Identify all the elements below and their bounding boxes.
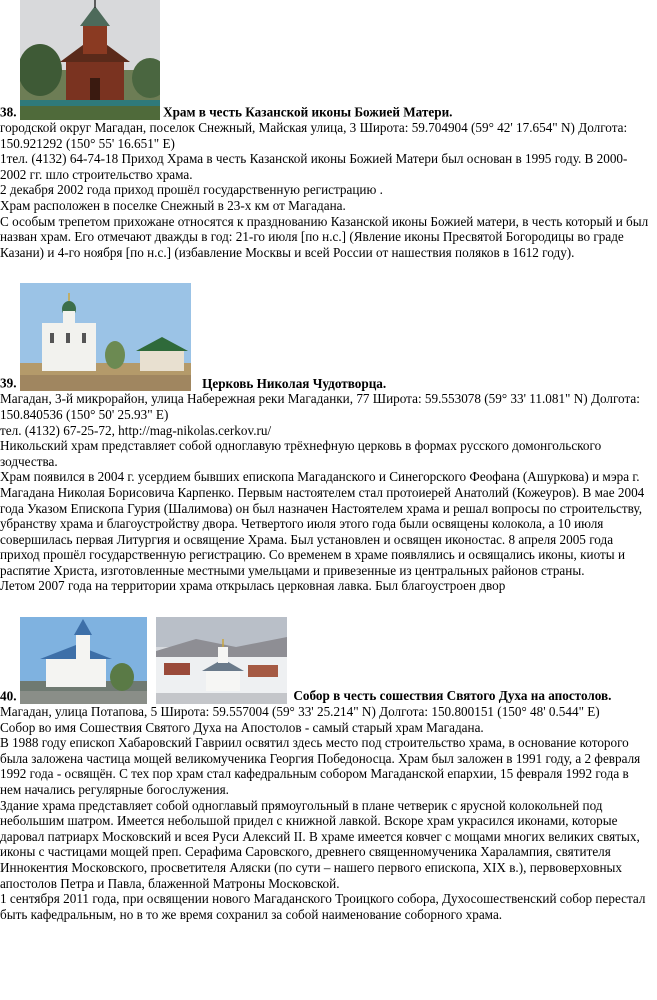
entry-number: 39.: [0, 375, 17, 391]
entry-title: Церковь Николая Чудотворца.: [202, 375, 387, 391]
paragraph: Летом 2007 года на территории храма открылась церковная лавка. Был благоустроен двор: [0, 578, 506, 594]
entry-39-heading: [0, 283, 649, 391]
paragraph: В 1988 году епископ Хабаровский Гавриил освятил здесь место под строительство храма, в основание которого была заложена частица мощей великомученика Георгия Победоносца. Храм был заложен в 1991 году, а 2 февраля 1992 года - освящён. С тех пор храм стал кафедральным собором Магаданской епархии, 15 февраля 1992 года в нем начались регулярные богослужения.: [0, 735, 641, 798]
paragraph: Здание храма представляет собой одноглавый прямоугольный в плане четверик с ярусной колокольней под небольшим шатром. Имеется небольшой придел с книжной лавкой. Вскоре храм украсился иконами, которые даровал патриарх Московский и всея Руси Алексий II. В храме имеется ковчег с мощами многих великих святых, иконы с частицами мощей преп. Серафима Саровского, древнего священномученика Харалампия, святителя Иннокентия Московского, просветителя Аляски (по сути – нашего первого епископа, XIX в.), первоверховных апостолов Петра и Павла, блаженной Матроны Московской.: [0, 797, 640, 891]
entry-location: Магадан, 3-й микрорайон, улица Набережная реки Магаданки, 77 Широта: 59.553078 (59° 33' 11.081" N) Долгота: 150.840536 (150° 50' 25.93" E): [0, 391, 640, 422]
entry-location: Магадан, улица Потапова, 5 Широта: 59.557004 (59° 33' 25.214" N) Долгота: 150.800151 (150° 48' 0.544" E): [0, 704, 600, 720]
entry-39: [0, 283, 649, 594]
paragraph: Храм появился в 2004 г. усердием бывших епископа Магаданского и Синегорского Феофана (Ашуркова) и мэра г. Магадана Николая Борисовича Карпенко. Первым настоятелем стал протоиерей Анатолий (Кожеуров). В мае 2004 года Указом Епископа Гурия (Шалимова) он был назначен Настоятелем храма и решал вопросы по строительству, убранству храма и благоустройству двора. Четвертого июля этого года были освящены колокола, а 10 июля совершилась первая Литургия и освящение Храма. Был установлен и освящен иконостас. 8 апреля 2005 года приход прошёл государственную регистрацию. Со временем в храме появлялись и освящались иконы, киоты и распятие Христа, изготовленные местными умельцами и привезенные из центральных районов страны.: [0, 469, 645, 578]
cathedral-winter-photo: [156, 617, 287, 704]
entry-location: городской округ Магадан, поселок Снежный, Майская улица, 3 Широта: 59.704904 (59° 42' 17.654" N) Долгота: 150.921292 (150° 55' 16.651" E): [0, 120, 628, 151]
nikolas-church-photo: [20, 283, 191, 391]
entry-number: 40.: [0, 688, 17, 704]
entry-40-text: [0, 704, 649, 922]
cathedral-photo: [20, 617, 147, 704]
paragraph: Никольский храм представляет собой одноглавую трёхнефную церковь в формах русского домонгольского зодчества.: [0, 438, 602, 469]
paragraph: 1тел. (4132) 64-74-18 Приход Храма в честь Казанской иконы Божией Матери был основан в 1995 году. В 2000-2002 гг. шло строительство храма.: [0, 151, 628, 182]
paragraph: Собор во имя Сошествия Святого Духа на Апостолов - самый старый храм Магадана.: [0, 719, 484, 735]
entry-40: [0, 617, 649, 922]
kazan-church-photo: [20, 0, 160, 120]
entry-title: Храм в честь Казанской иконы Божией Матери.: [163, 104, 453, 120]
entry-39-text: [0, 391, 649, 594]
entry-38-heading: [0, 0, 649, 120]
entry-title: Собор в честь сошествия Святого Духа на апостолов.: [293, 688, 612, 704]
entry-number: 38.: [0, 104, 17, 120]
entry-38-text: [0, 120, 649, 260]
paragraph: С особым трепетом прихожане относятся к празднованию Казанской иконы Божией матери, в честь который и был назван храм. Его отмечают дважды в год: 21-го июля [по н.с.] (Явление иконы Пресвятой Богородицы во граде Казани) и 4-го ноября [по н.с.] (избавление Москвы и всей России от нашествия поляков в 1612 году).: [0, 213, 649, 260]
paragraph: 1 сентября 2011 года, при освящении нового Магаданского Троицкого собора, Духосошественский собор перестал быть кафедральным, но в то же время сохранил за собой наименование соборного храма.: [0, 891, 646, 922]
paragraph: тел. (4132) 67-25-72, http://mag-nikolas.cerkov.ru/: [0, 422, 272, 438]
entry-40-heading: [0, 617, 649, 704]
paragraph: Храм расположен в поселке Снежный в 23-х км от Магадана.: [0, 197, 346, 213]
paragraph: 2 декабря 2002 года приход прошёл государственную регистрацию .: [0, 182, 383, 198]
entry-38: [0, 0, 649, 260]
